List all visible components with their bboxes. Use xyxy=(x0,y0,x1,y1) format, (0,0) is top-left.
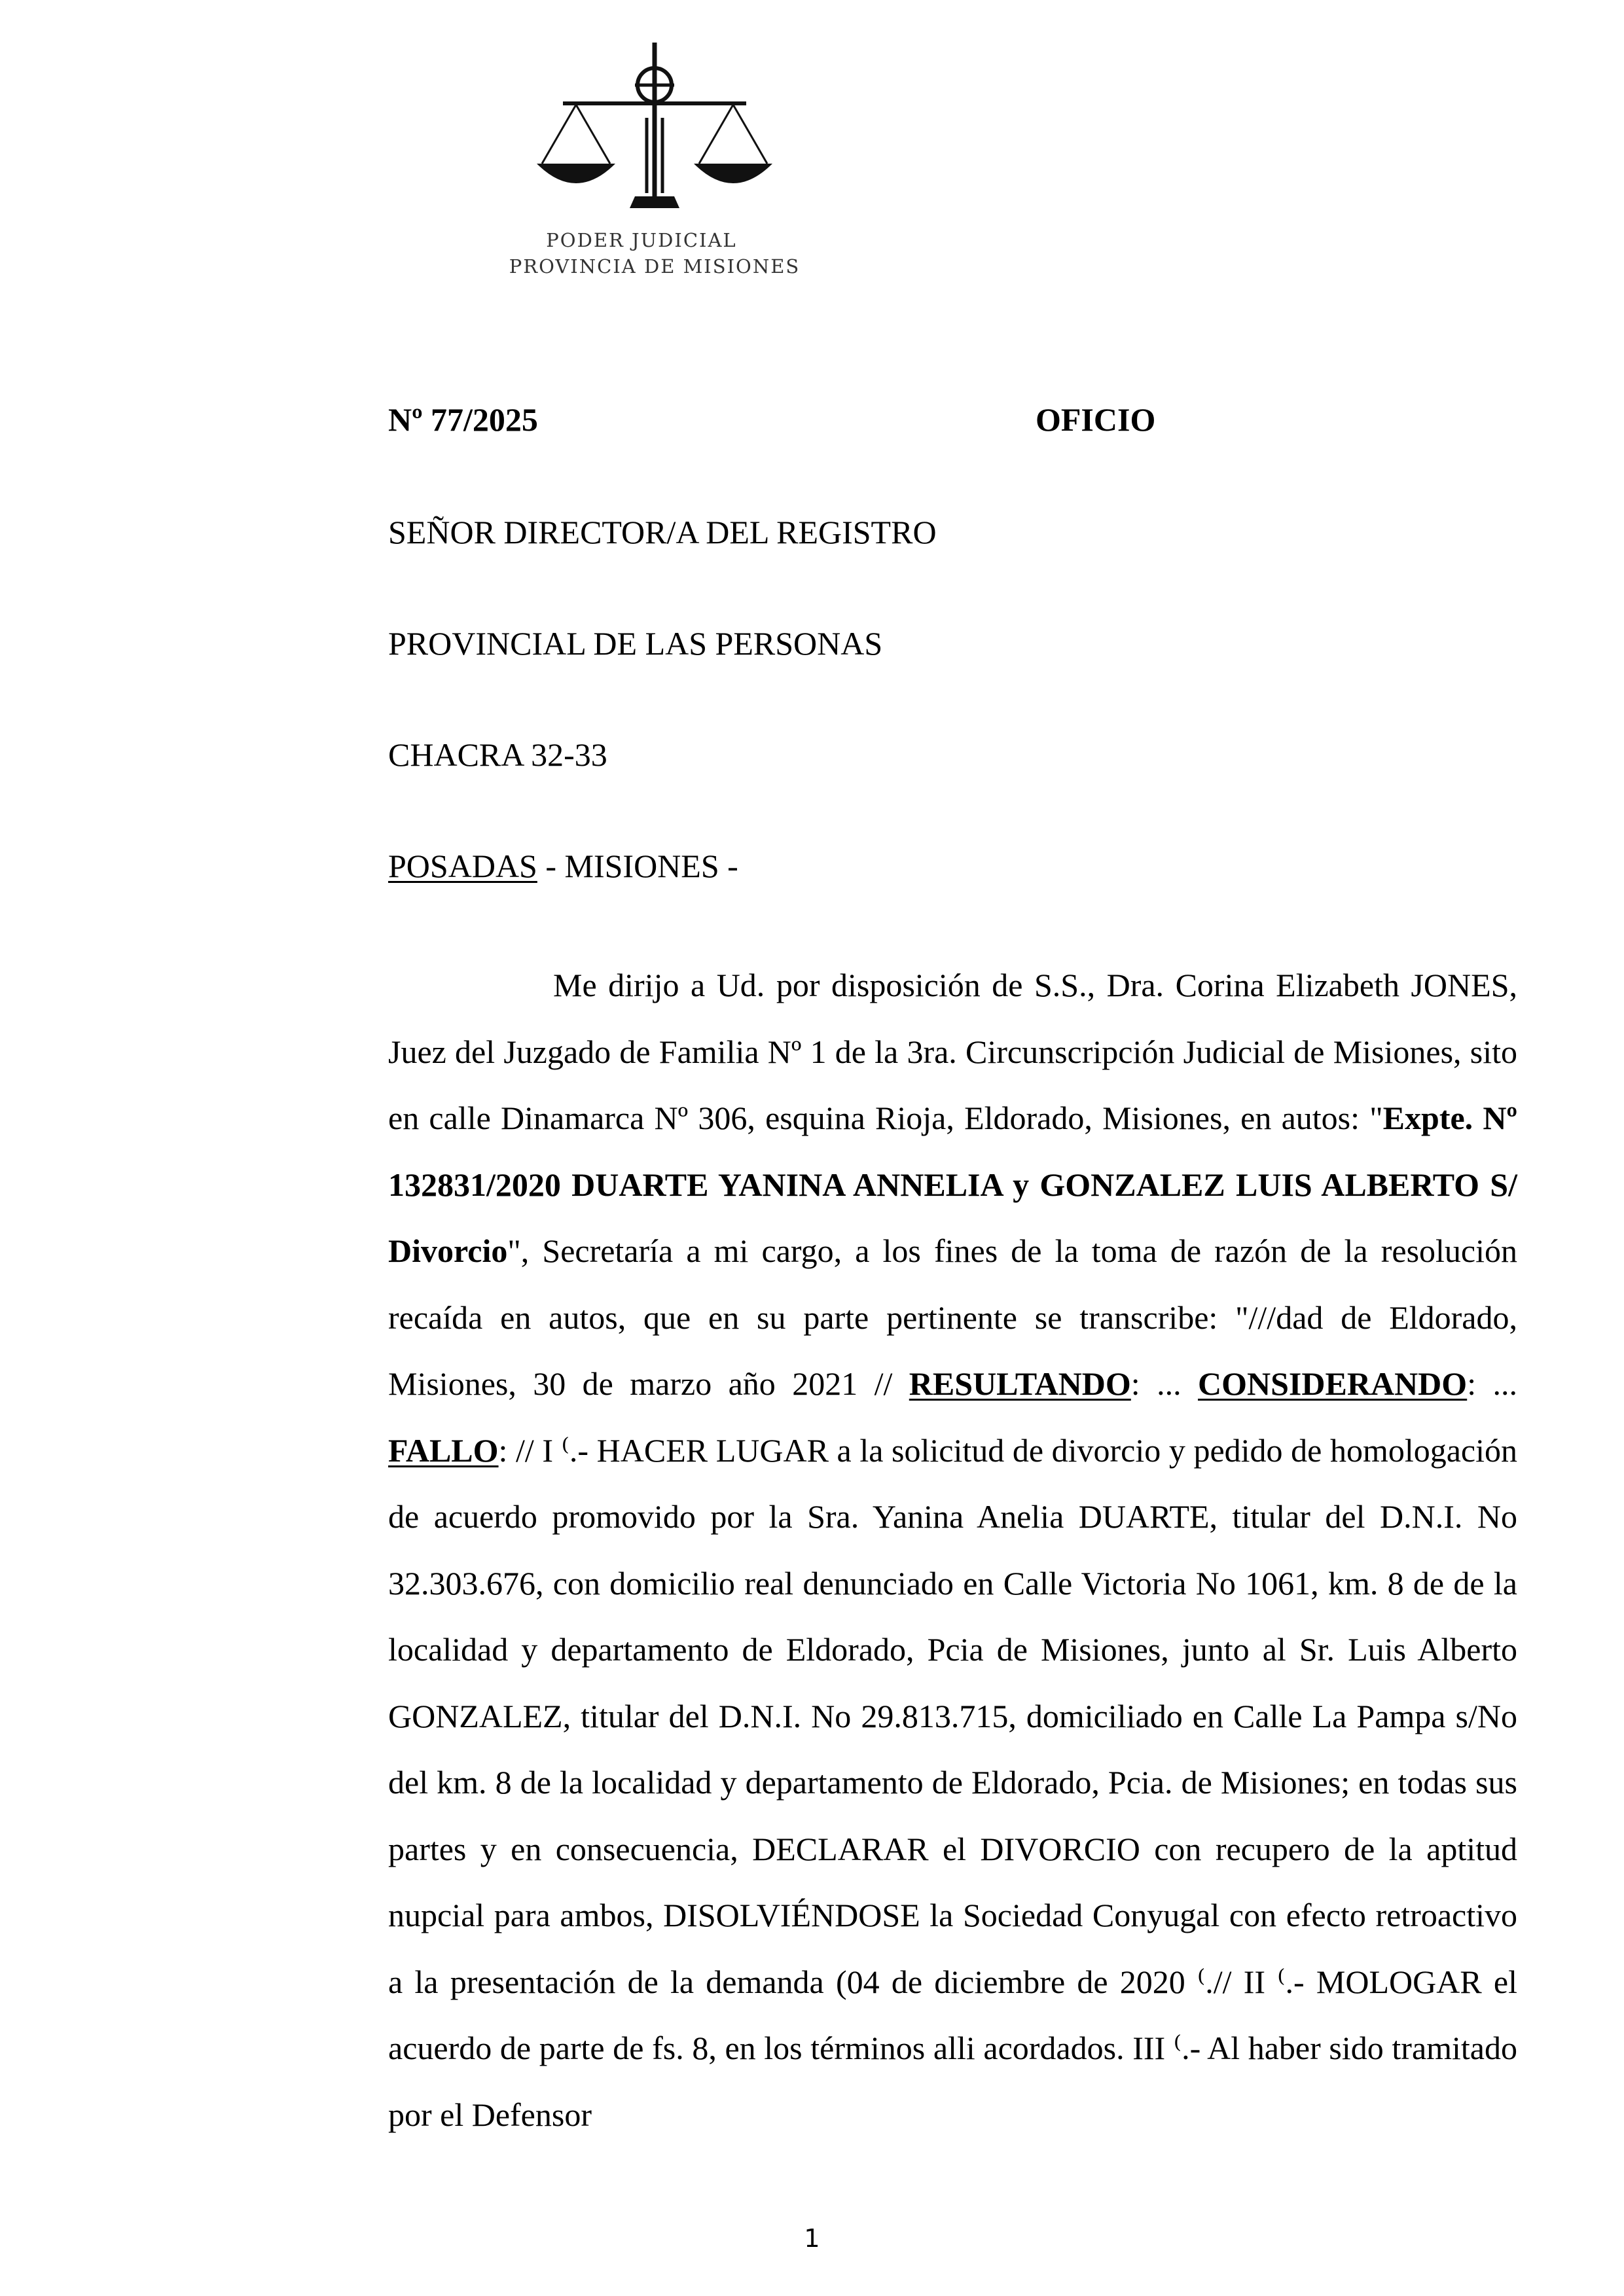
body-paragraph xyxy=(388,952,1517,2148)
recipient-line-1: SEÑOR DIRECTOR/A DEL REGISTRO xyxy=(388,514,937,550)
recipient-city-line xyxy=(388,847,738,885)
judicial-seal xyxy=(504,39,805,288)
recipient-line-2: PROVINCIAL DE LAS PERSONAS xyxy=(388,625,883,662)
considerando-heading: CONSIDERANDO xyxy=(1198,1365,1468,1402)
resultando-heading: RESULTANDO xyxy=(909,1365,1131,1402)
seal-text-poder-judicial: PODER JUDICIAL xyxy=(546,229,737,251)
document-type: OFICIO xyxy=(1036,401,1156,438)
recipient-province: - MISIONES - xyxy=(537,848,738,884)
case-title: Expte. Nº 132831/2020 DUARTE YANINA ANNELIA y GONZALEZ LUIS ALBERTO S/ Divorcio xyxy=(388,1100,1517,1269)
page-number: 1 xyxy=(804,2224,820,2253)
seal-text-provincia: PROVINCIA DE MISIONES xyxy=(509,255,801,278)
body-text-3: : ... xyxy=(1130,1365,1199,1402)
recipient-address: CHACRA 32-33 xyxy=(388,736,607,773)
body-text-2: ", Secretaría a mi cargo, a los fines de la toma de razón de la resolución recaída en autos, que en su parte pertinente se transcribe: "///dad de Eldorado, Misiones, 30 de marzo año 2021 // xyxy=(388,1232,1517,1402)
body-text-1: Me dirijo a Ud. por disposición de S.S., Dra. Corina Elizabeth JONES, Juez del Juzgado de Familia Nº 1 de la 3ra. Circunscripción Judicial de Misiones, sito en calle Dinamarca Nº 306, esquina Rioja, Eldorado, Misiones, en autos: " xyxy=(388,967,1517,1136)
recipient-city: POSADAS xyxy=(388,848,537,884)
number-label: Nº xyxy=(388,401,423,438)
body-text-5: : // I ⁽.- HACER LUGAR a la solicitud de divorcio y pedido de homologación de acuerdo promovido por la Sra. Yanina Anelia DUARTE, titular del D.N.I. No 32.303.676, con domicilio real denunciado en Calle Victoria No 1061, km. 8 de de la localidad y departamento de Eldorado, Pcia de Misiones, junto al Sr. Luis Alberto GONZALEZ, titular del D.N.I. No 29.813.715, domiciliado en Calle La Pampa s/No del km. 8 de la localidad y departamento de Eldorado, Pcia. de Misiones; en todas sus partes y en consecuencia, DECLARAR el DIVORCIO con recupero de la aptitud nupcial para ambos, DISOLVIÉNDOSE la Sociedad Conyugal con efecto retroactivo a la presentación de la demanda (04 de diciembre de 2020 ⁽.// II ⁽.- MOLOGAR el acuerdo de parte de fs. 8, en los términos alli acordados. III ⁽.- Al haber sido tramitado por el Defensor xyxy=(388,1431,1517,2133)
fallo-heading: FALLO xyxy=(388,1431,499,1469)
number-value: 77/2025 xyxy=(431,401,538,438)
body-text-4: : ... xyxy=(1467,1365,1517,1402)
scales-of-justice-icon xyxy=(530,39,779,236)
